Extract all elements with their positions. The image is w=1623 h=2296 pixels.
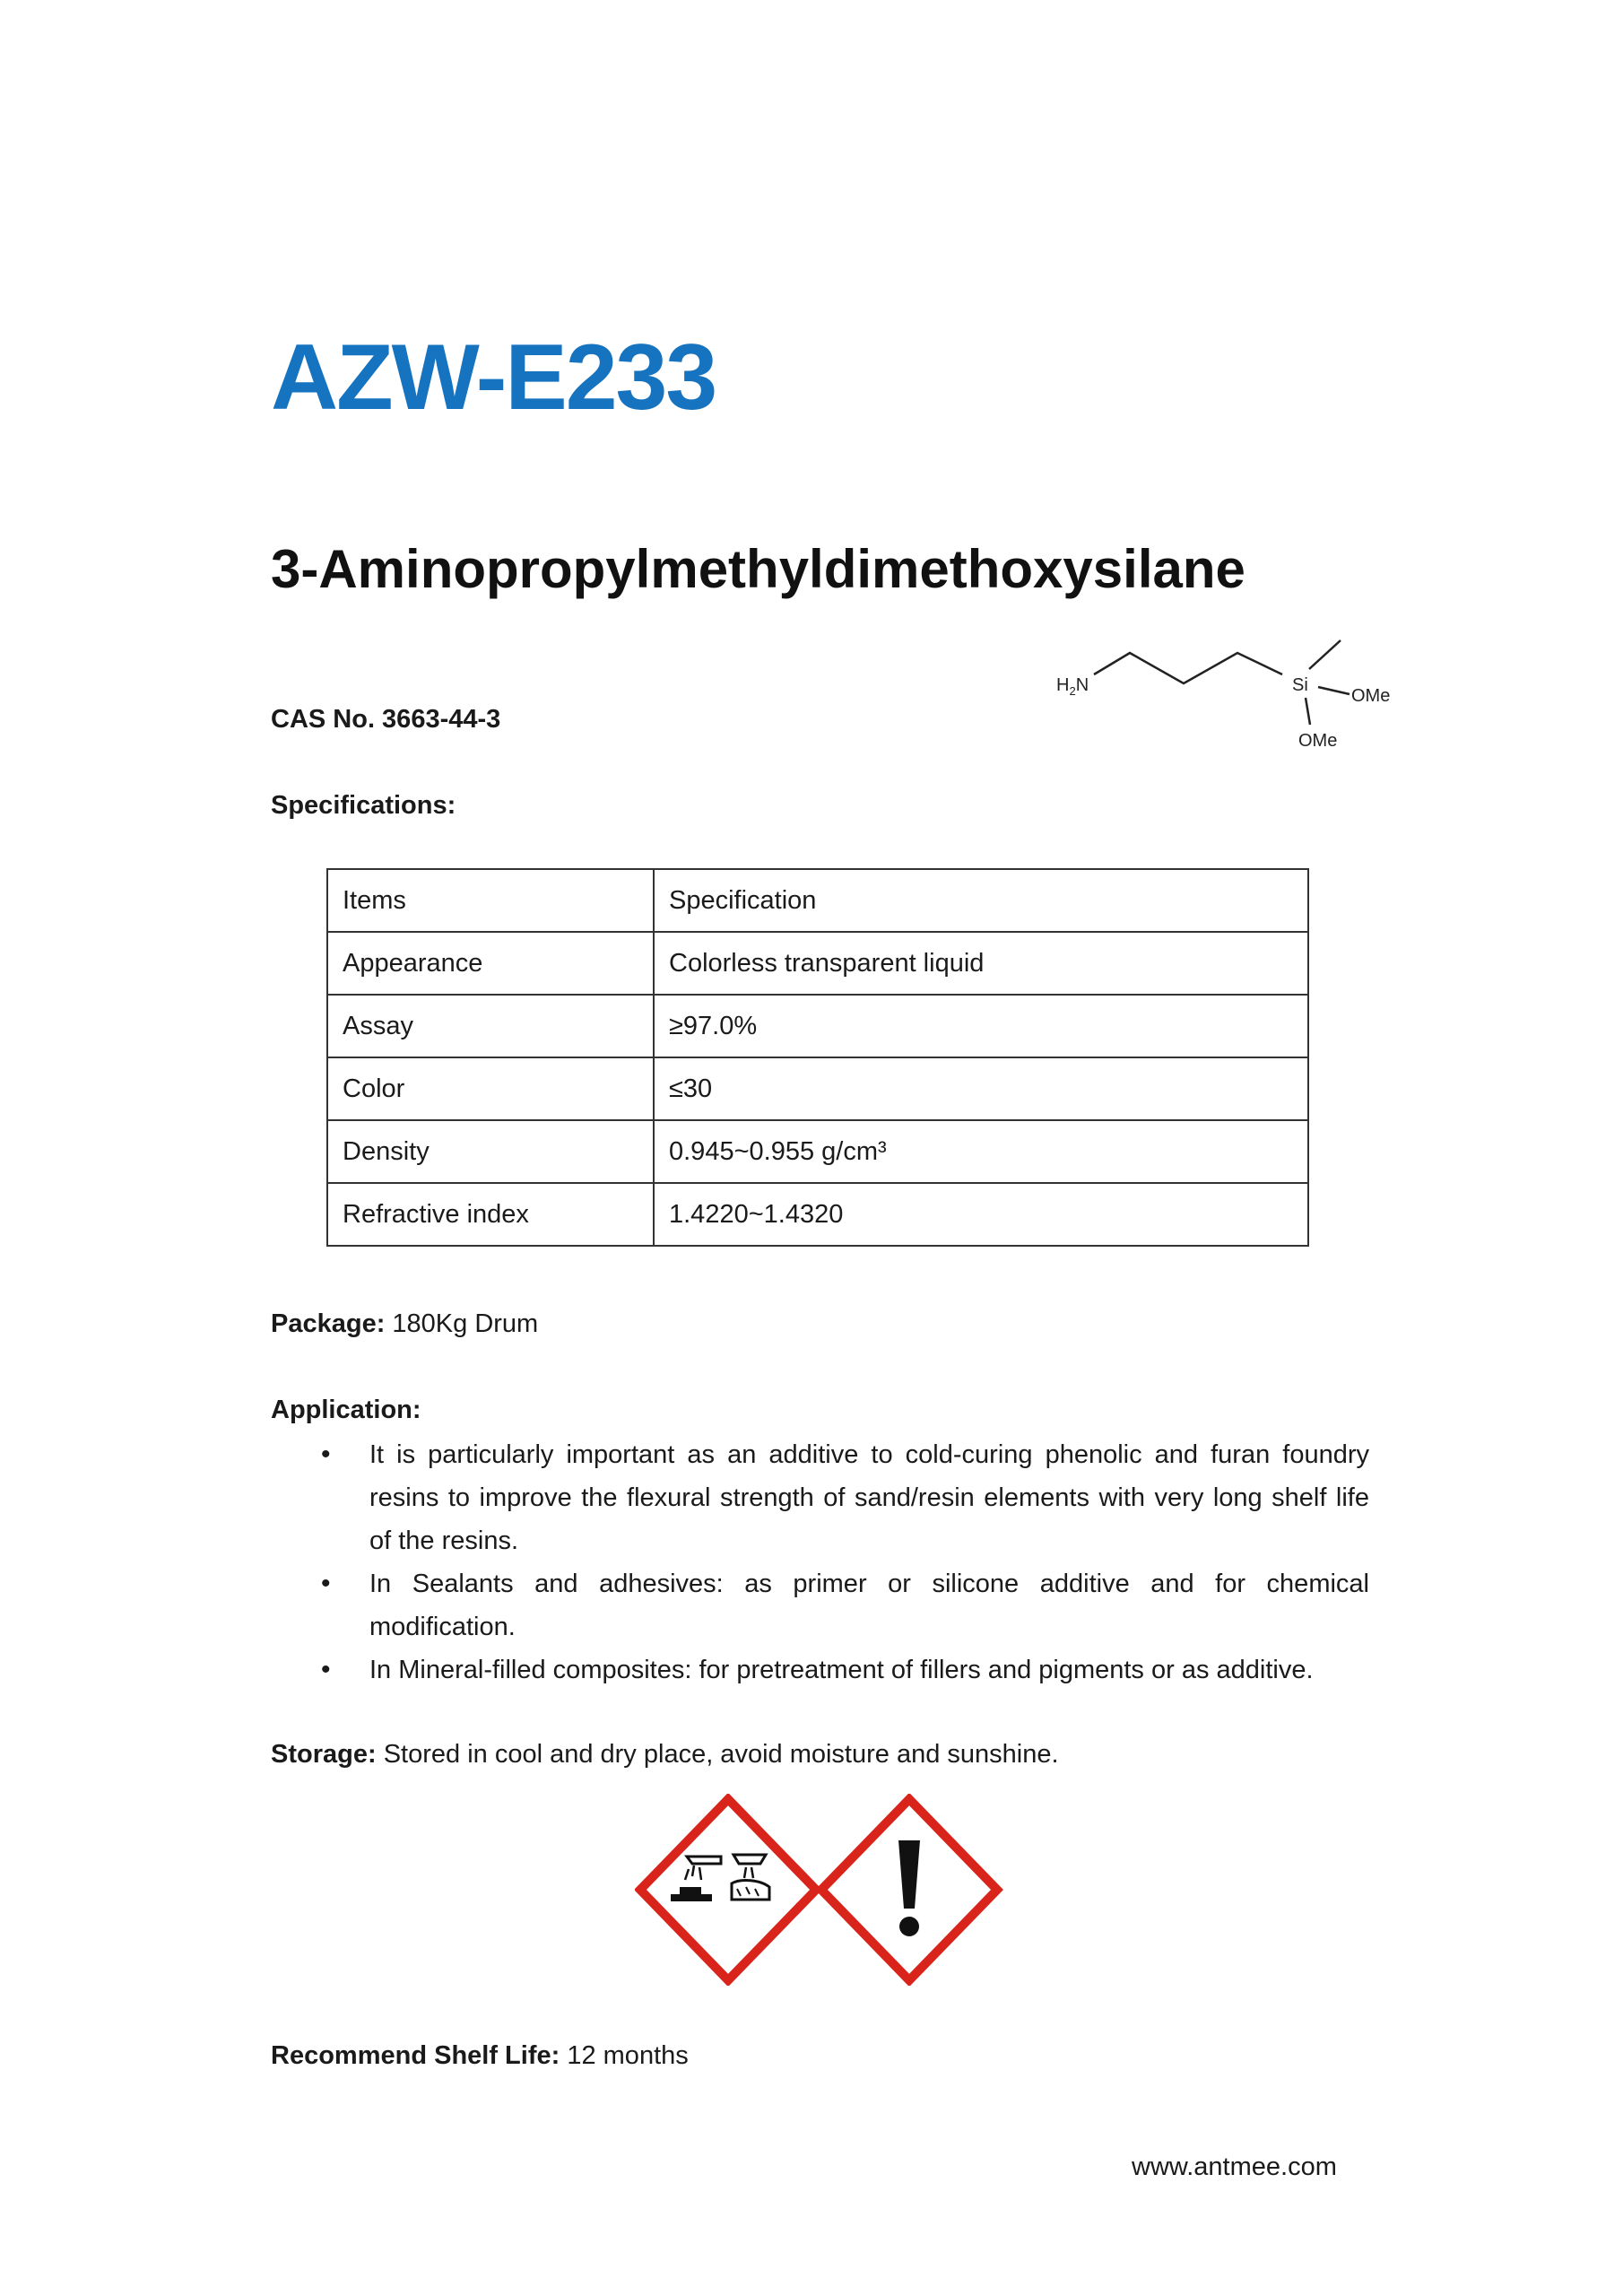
list-item-text: It is particularly important as an additive to cold-curing phenolic and furan foundry resins to improve the flexural strength of sand/resin elements with very long shelf life of the resins. — [369, 1440, 1369, 1555]
silicon-label: Si — [1292, 675, 1308, 695]
row-item: Assay — [327, 995, 654, 1057]
list-item — [271, 1562, 1369, 1648]
list-item — [271, 1433, 1369, 1562]
chemical-structure-diagram — [1040, 628, 1408, 771]
package-label: Package: — [271, 1309, 386, 1338]
amine-label: $H_2N$ — [1056, 675, 1089, 698]
bullet-icon: • — [321, 1655, 331, 1684]
cas-number: CAS No. 3663-44-3 — [271, 705, 501, 734]
application-heading: Application: — [271, 1396, 421, 1424]
hazard-pictograms — [635, 1794, 1006, 1986]
package-line — [271, 1309, 538, 1339]
table-row — [327, 1057, 1308, 1120]
row-item: Density — [327, 1120, 654, 1183]
row-spec: 0.945~0.955 g/cm³ — [654, 1120, 1308, 1183]
exclamation-mark-icon — [821, 1799, 997, 1980]
corrosion-icon — [640, 1799, 816, 1980]
row-item: Refractive index — [327, 1183, 654, 1246]
list-item-text: In Sealants and adhesives: as primer or silicone additive and for chemical modification. — [369, 1570, 1369, 1641]
table-row — [327, 932, 1308, 995]
row-item: Appearance — [327, 932, 654, 995]
application-list — [271, 1433, 1369, 1692]
list-item — [271, 1648, 1369, 1692]
header-specification: Specification — [654, 869, 1308, 932]
storage-label: Storage: — [271, 1740, 377, 1769]
row-spec: Colorless transparent liquid — [654, 932, 1308, 995]
ome-right-label: OMe — [1351, 686, 1391, 706]
header-items: Items — [327, 869, 654, 932]
shelf-life-line — [271, 2041, 689, 2071]
specifications-heading: Specifications: — [271, 791, 456, 820]
specifications-table — [326, 868, 1309, 1247]
shelf-life-label: Recommend Shelf Life: — [271, 2041, 560, 2070]
list-item-text: In Mineral-filled composites: for pretreatment of fillers and pigments or as additive. — [369, 1656, 1314, 1684]
storage-line — [271, 1740, 1059, 1770]
website-link[interactable]: www.antmee.com — [1132, 2152, 1337, 2181]
chemical-name-heading: 3-Aminopropylmethyldimethoxysilane — [271, 539, 1245, 599]
row-spec: ≤30 — [654, 1057, 1308, 1120]
storage-value: Stored in cool and dry place, avoid moisture and sunshine. — [376, 1740, 1059, 1769]
package-value: 180Kg Drum — [385, 1309, 539, 1338]
table-row — [327, 995, 1308, 1057]
bullet-icon: • — [321, 1569, 331, 1598]
table-header-row — [327, 869, 1308, 932]
row-spec: ≥97.0% — [654, 995, 1308, 1057]
row-spec: 1.4220~1.4320 — [654, 1183, 1308, 1246]
product-code-title: AZW-E233 — [271, 326, 716, 430]
shelf-life-value: 12 months — [560, 2041, 689, 2070]
bullet-icon: • — [321, 1439, 331, 1469]
row-item: Color — [327, 1057, 654, 1120]
table-row — [327, 1120, 1308, 1183]
ome-bottom-label: OMe — [1298, 731, 1338, 751]
table-row — [327, 1183, 1308, 1246]
